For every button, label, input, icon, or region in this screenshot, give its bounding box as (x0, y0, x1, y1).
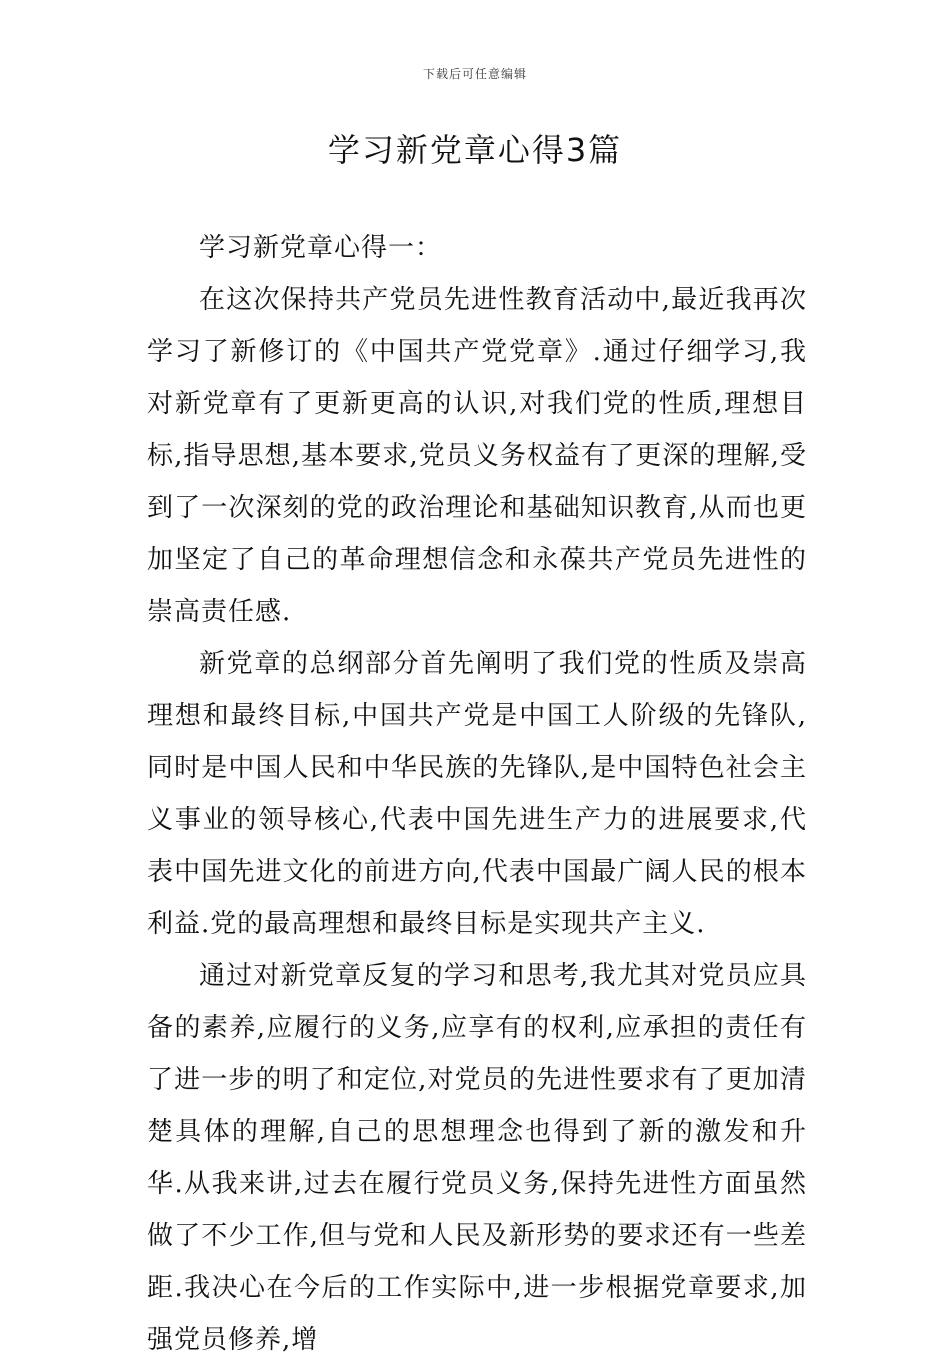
paragraph: 通过对新党章反复的学习和思考,我尤其对党员应具备的素养,应履行的义务,应享有的权利,应承担的责任有了进一步的明了和定位,对党员的先进性要求有了更加清楚具体的理解,自己的思想理念也得到了新的激发和升华.从我来讲,过去在履行党员义务,保持先进性方面虽然做了不少工作,但与党和人民及新形势的要求还有一些差距.我决心在今后的工作实际中,进一步根据党章要求,加强党员修养,增 (147, 961, 807, 1355)
paragraph: 新党章的总纲部分首先阐明了我们党的性质及崇高理想和最终目标,中国共产党是中国工人阶级的先锋队,同时是中国人民和中华民族的先锋队,是中国特色社会主义事业的领导核心,代表中国先进生产力的进展要求,代表中国先进文化的前进方向,代表中国最广阔人民的根本利益.党的最高理想和最终目标是实现共产主义. (147, 649, 807, 939)
document-title: 学习新党章心得3篇 (327, 131, 623, 169)
page-header-note: 下载后可任意编辑 (422, 67, 527, 81)
paragraph: 在这次保持共产党员先进性教育活动中,最近我再次学习了新修订的《中国共产党党章》.通过仔细学习,我对新党章有了更新更高的认识,对我们党的性质,理想目标,指导思想,基本要求,党员义务权益有了更深的理解,受到了一次深刻的党的政治理论和基础知识教育,从而也更加坚定了自己的革命理想信念和永葆共产党员先进性的崇高责任感. (147, 285, 807, 627)
document-body (147, 222, 807, 1366)
section-heading: 学习新党章心得一： (199, 233, 443, 263)
